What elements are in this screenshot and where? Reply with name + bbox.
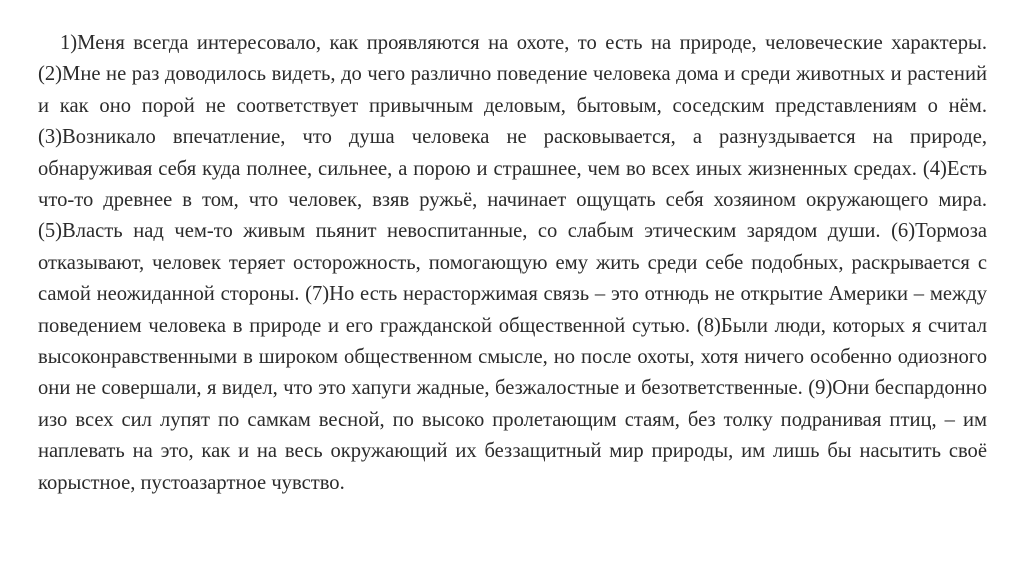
document-page	[38, 28, 987, 558]
text-paragraph: 1)Меня всегда интересовало, как проявляются на охоте, то есть на природе, человеческие характеры. (2)Мне не раз доводилось видеть, до чего различно поведение человека дома и среди животных и растений и как оно порой не соответствует привычным деловым, бытовым, соседским представлениям о нём. (3)Возникало впечатление, что душа человека не расковывается, а разнуздывается на природе, обнаруживая себя куда полнее, сильнее, а порою и страшнее, чем во всех иных жизненных средах. (4)Есть что-то древнее в том, что человек, взяв ружьё, начинает ощущать себя хозяином окружающего мира. (5)Власть над чем-то живым пьянит невоспитанные, со слабым этическим зарядом души. (6)Тормоза отказывают, человек теряет осторожность, помогающую ему жить среди себе подобных, раскрывается с самой неожиданной стороны. (7)Но есть нерасторжимая связь – это отнюдь не открытие Америки – между поведением человека в природе и его гражданской общественной сутью. (8)Были люди, которых я считал высоконравственными в широком общественном смысле, но после охоты, хотя ничего особенно одиозного они не совершали, я видел, что это хапуги жадные, безжалостные и безответственные. (9)Они беспардонно изо всех сил лупят по самкам весной, по высоко пролетающим стаям, без толку подранивая птиц, – им наплевать на это, как и на весь окружающий их беззащитный мир природы, им лишь бы насытить своё корыстное, пустоазартное чувство.	[38, 32, 987, 494]
